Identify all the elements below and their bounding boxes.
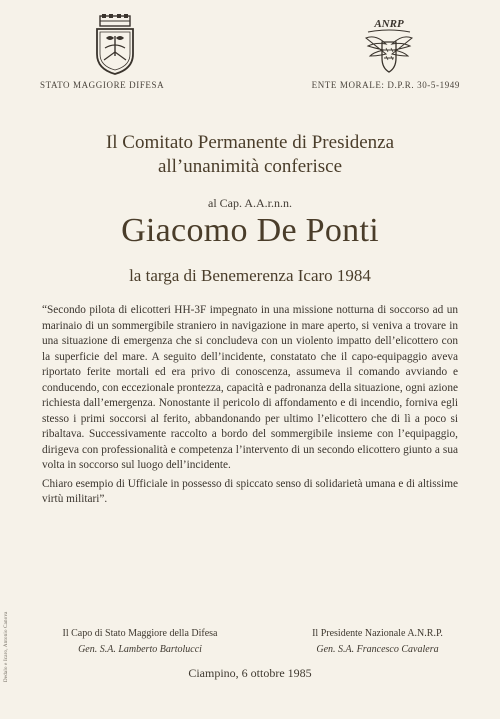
signature-right-title: Il Presidente Nazionale A.N.R.P. <box>312 628 443 639</box>
header-left-org: STATO MAGGIORE DIFESA <box>40 80 165 90</box>
signature-right-name: Gen. S.A. Francesco Cavalera <box>316 644 439 655</box>
anrp-logo <box>362 16 416 76</box>
award-title: la targa di Benemerenza Icaro 1984 <box>129 266 371 285</box>
place-date: Ciampino, 6 ottobre 1985 <box>188 666 312 680</box>
signature-left-title: Il Capo di Stato Maggiore della Difesa <box>62 628 218 639</box>
title-line-2: all’unanimità conferisce <box>157 156 343 177</box>
citation-paragraph-1: “Secondo pilota di elicotteri HH-3F impegnato in una missione notturna di soccorso ad un marinaio di un sommergibile straniero in navigazione in mare aperto, si veniva a trovare in una situazione di emergenza che si concludeva con un violento impatto dell’elicottero con la superficie del mare. A seguito dell’incidente, constatato che il capo-equipaggio aveva riportato ferite mortali ed era privo di conoscenza, assumeva il comando avviando e conducendo, con eccezionale prontezza, capacità e padronanza della situazione, ogni azione richiesta dall’emergenza. Nonostante il pericolo di affondamento e di incendio, forniva egli stesso i primi soccorsi al ferito, abbandonando per ultimo l’elicottero che di lì a poco si ribaltava. Successivamente raccolto a bordo del sommergibile insieme con l’equipaggio, dirigeva con professionalità e competenza l’intervento di un secondo elicottero giunto a sua volta in soccorso sul luogo dell’incidente. <box>42 304 458 471</box>
title-line-1: Il Comitato Permanente di Presidenza <box>105 132 395 153</box>
defense-crest-emblem <box>92 14 138 76</box>
anrp-logo-text: ANRP <box>374 18 404 30</box>
recipient-name: Giacomo De Ponti <box>121 212 379 249</box>
citation-text <box>42 303 458 508</box>
signature-left <box>40 626 240 658</box>
header-right-org: ENTE MORALE: D.P.R. 30-5-1949 <box>311 80 460 90</box>
signature-left-name: Gen. S.A. Lamberto Bartolucci <box>78 644 202 655</box>
signature-right <box>275 626 480 658</box>
citation-paragraph-2: Chiaro esempio di Ufficiale in possesso di spiccato senso di solidarietà umana e di altissime virtù militari”. <box>42 477 458 505</box>
recipient-rank: al Cap. A.A.r.n.n. <box>208 196 292 210</box>
side-credit: Dedalo e Icaro, Antonio Canova <box>4 611 9 682</box>
